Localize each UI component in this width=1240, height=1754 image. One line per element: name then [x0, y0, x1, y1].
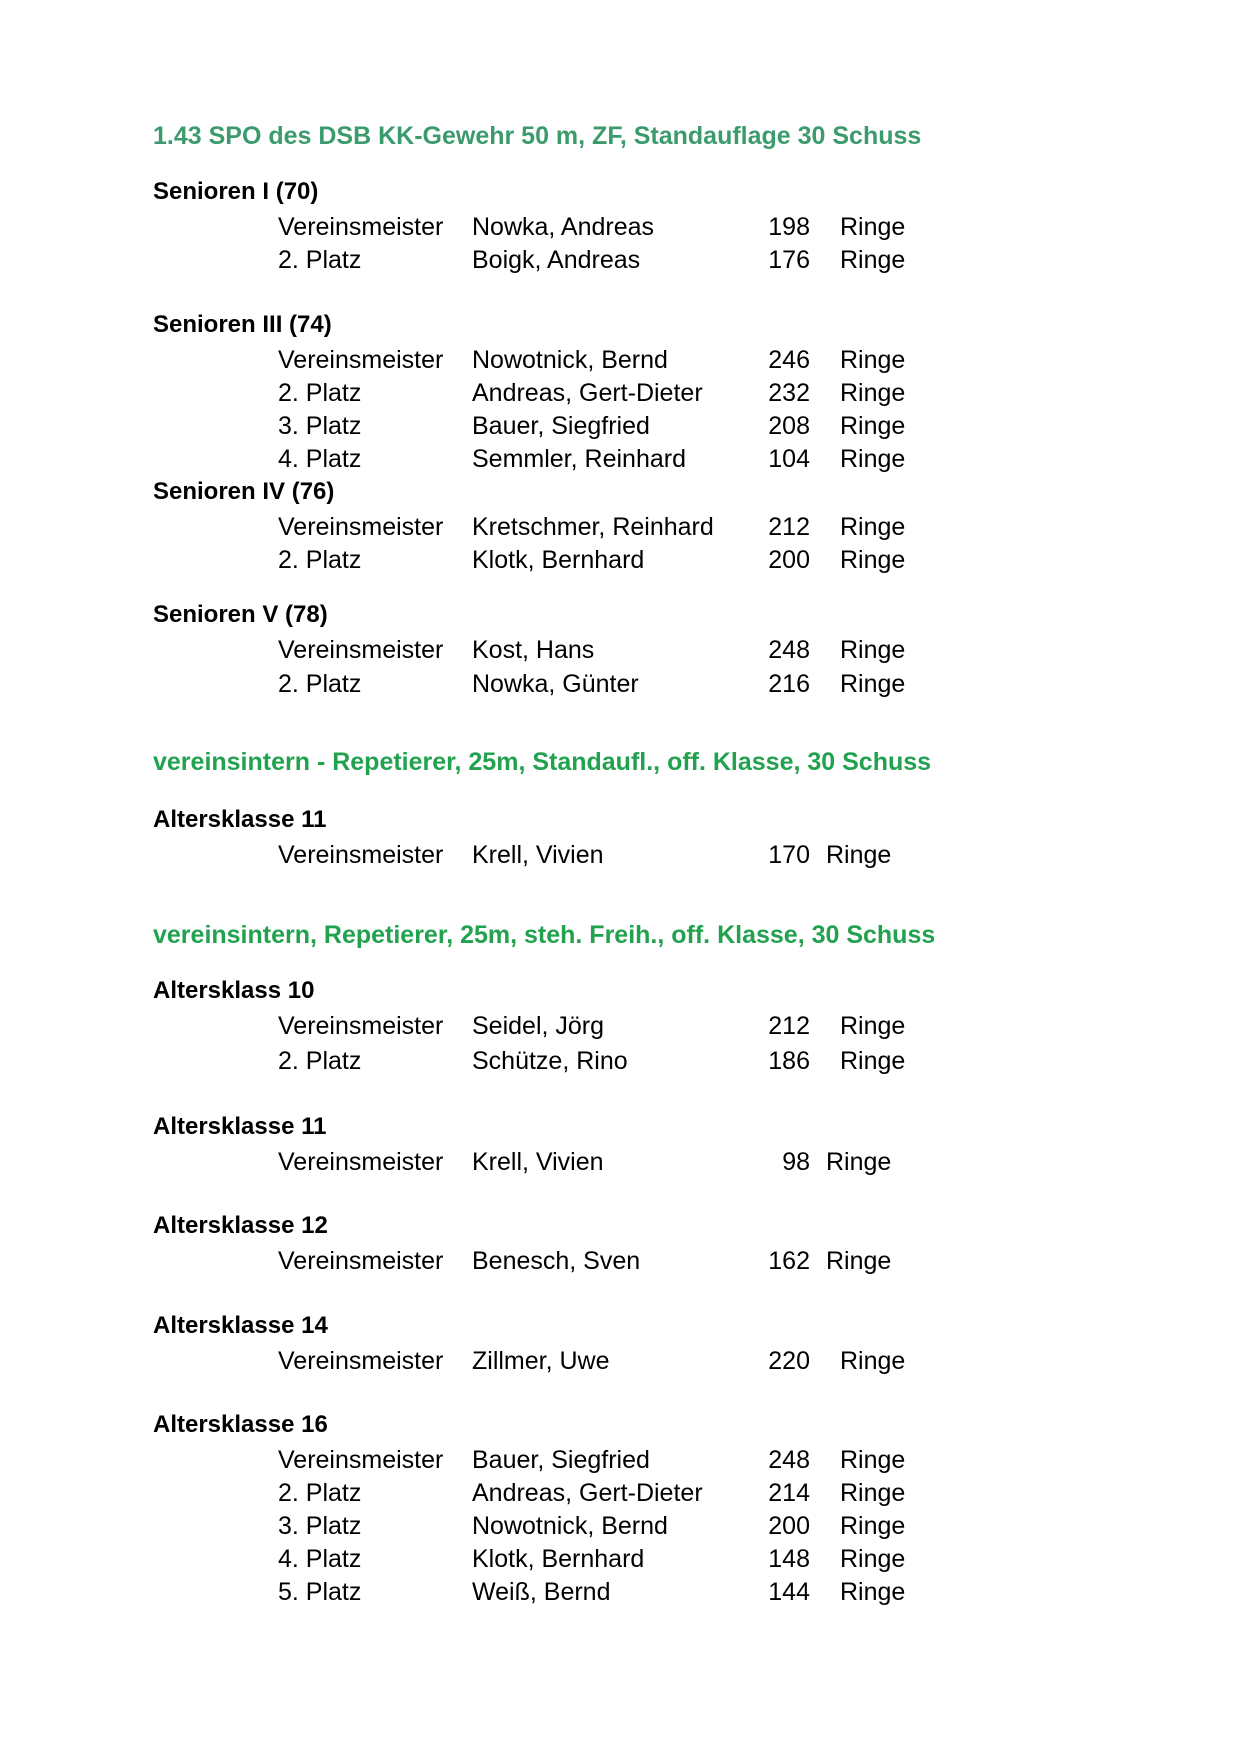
score-unit: Ringe [840, 513, 906, 541]
shooter-name: Nowka, Günter [472, 670, 639, 698]
score-unit: Ringe [840, 346, 906, 374]
shooter-name: Weiß, Bernd [472, 1578, 611, 1606]
shooter-name: Schütze, Rino [472, 1047, 628, 1075]
shooter-name: Benesch, Sven [472, 1247, 641, 1275]
score-value: 144 [768, 1578, 810, 1606]
score-unit: Ringe [840, 1578, 906, 1606]
class-heading: Altersklass 10 [153, 977, 315, 1004]
shooter-name: Andreas, Gert-Dieter [472, 1479, 703, 1507]
score-unit: Ringe [840, 1479, 906, 1507]
place-label: Vereinsmeister [278, 841, 444, 869]
shooter-name: Boigk, Andreas [472, 246, 641, 274]
shooter-name: Zillmer, Uwe [472, 1347, 610, 1375]
section-heading: vereinsintern - Repetierer, 25m, Standaufl., off. Klasse, 30 Schuss [153, 748, 932, 776]
score-unit: Ringe [840, 246, 906, 274]
place-label: Vereinsmeister [278, 1012, 444, 1040]
shooter-name: Kretschmer, Reinhard [472, 513, 714, 541]
class-heading: Senioren V (78) [153, 601, 328, 628]
score-unit: Ringe [840, 412, 906, 440]
score-value: 212 [768, 1012, 810, 1040]
score-unit: Ringe [840, 1545, 906, 1573]
place-label: 3. Platz [278, 1512, 362, 1540]
score-unit: Ringe [840, 445, 906, 473]
score-value: 98 [782, 1148, 810, 1176]
shooter-name: Krell, Vivien [472, 1148, 604, 1176]
place-label: 2. Platz [278, 1479, 362, 1507]
score-value: 200 [768, 546, 810, 574]
place-label: 2. Platz [278, 546, 362, 574]
section-heading: vereinsintern, Repetierer, 25m, steh. Freih., off. Klasse, 30 Schuss [153, 921, 936, 949]
class-heading: Altersklasse 11 [153, 1113, 327, 1140]
shooter-name: Bauer, Siegfried [472, 412, 650, 440]
shooter-name: Klotk, Bernhard [472, 1545, 645, 1573]
score-value: 104 [768, 445, 810, 473]
score-unit: Ringe [840, 1047, 906, 1075]
place-label: 2. Platz [278, 246, 362, 274]
shooter-name: Kost, Hans [472, 636, 595, 664]
place-label: Vereinsmeister [278, 1247, 444, 1275]
class-heading: Senioren IV (76) [153, 478, 335, 505]
place-label: Vereinsmeister [278, 636, 444, 664]
score-value: 162 [768, 1247, 810, 1275]
shooter-name: Semmler, Reinhard [472, 445, 686, 473]
place-label: 5. Platz [278, 1578, 362, 1606]
score-unit: Ringe [840, 1347, 906, 1375]
class-heading: Altersklasse 11 [153, 806, 327, 833]
place-label: Vereinsmeister [278, 1446, 444, 1474]
shooter-name: Andreas, Gert-Dieter [472, 379, 703, 407]
score-value: 170 [768, 841, 810, 869]
place-label: Vereinsmeister [278, 1347, 444, 1375]
class-heading: Senioren I (70) [153, 178, 319, 205]
shooter-name: Klotk, Bernhard [472, 546, 645, 574]
score-value: 212 [768, 513, 810, 541]
place-label: Vereinsmeister [278, 513, 444, 541]
score-unit: Ringe [840, 636, 906, 664]
shooter-name: Bauer, Siegfried [472, 1446, 650, 1474]
class-heading: Altersklasse 14 [153, 1312, 328, 1339]
score-value: 148 [768, 1545, 810, 1573]
class-heading: Altersklasse 16 [153, 1411, 328, 1438]
score-value: 216 [768, 670, 810, 698]
class-heading: Senioren III (74) [153, 311, 332, 338]
shooter-name: Krell, Vivien [472, 841, 604, 869]
score-unit: Ringe [840, 546, 906, 574]
place-label: 4. Platz [278, 1545, 362, 1573]
place-label: 2. Platz [278, 670, 362, 698]
place-label: Vereinsmeister [278, 1148, 444, 1176]
shooter-name: Nowotnick, Bernd [472, 346, 668, 374]
class-heading: Altersklasse 12 [153, 1212, 328, 1239]
score-unit: Ringe [840, 1012, 906, 1040]
place-label: Vereinsmeister [278, 346, 444, 374]
score-unit: Ringe [840, 1512, 906, 1540]
score-value: 176 [768, 246, 810, 274]
score-unit: Ringe [826, 841, 892, 869]
score-unit: Ringe [826, 1247, 892, 1275]
score-unit: Ringe [840, 1446, 906, 1474]
shooter-name: Nowka, Andreas [472, 213, 655, 241]
score-value: 246 [768, 346, 810, 374]
place-label: 2. Platz [278, 1047, 362, 1075]
score-value: 198 [768, 213, 810, 241]
score-value: 220 [768, 1347, 810, 1375]
score-value: 200 [768, 1512, 810, 1540]
score-value: 232 [768, 379, 810, 407]
score-value: 214 [768, 1479, 810, 1507]
score-unit: Ringe [840, 213, 906, 241]
place-label: Vereinsmeister [278, 213, 444, 241]
score-unit: Ringe [840, 379, 906, 407]
score-unit: Ringe [840, 670, 906, 698]
shooter-name: Seidel, Jörg [472, 1012, 605, 1040]
section-heading: 1.43 SPO des DSB KK-Gewehr 50 m, ZF, Standauflage 30 Schuss [153, 122, 922, 150]
score-value: 208 [768, 412, 810, 440]
score-unit: Ringe [826, 1148, 892, 1176]
place-label: 3. Platz [278, 412, 362, 440]
score-value: 248 [768, 1446, 810, 1474]
score-value: 248 [768, 636, 810, 664]
score-value: 186 [768, 1047, 810, 1075]
shooter-name: Nowotnick, Bernd [472, 1512, 668, 1540]
place-label: 2. Platz [278, 379, 362, 407]
place-label: 4. Platz [278, 445, 362, 473]
